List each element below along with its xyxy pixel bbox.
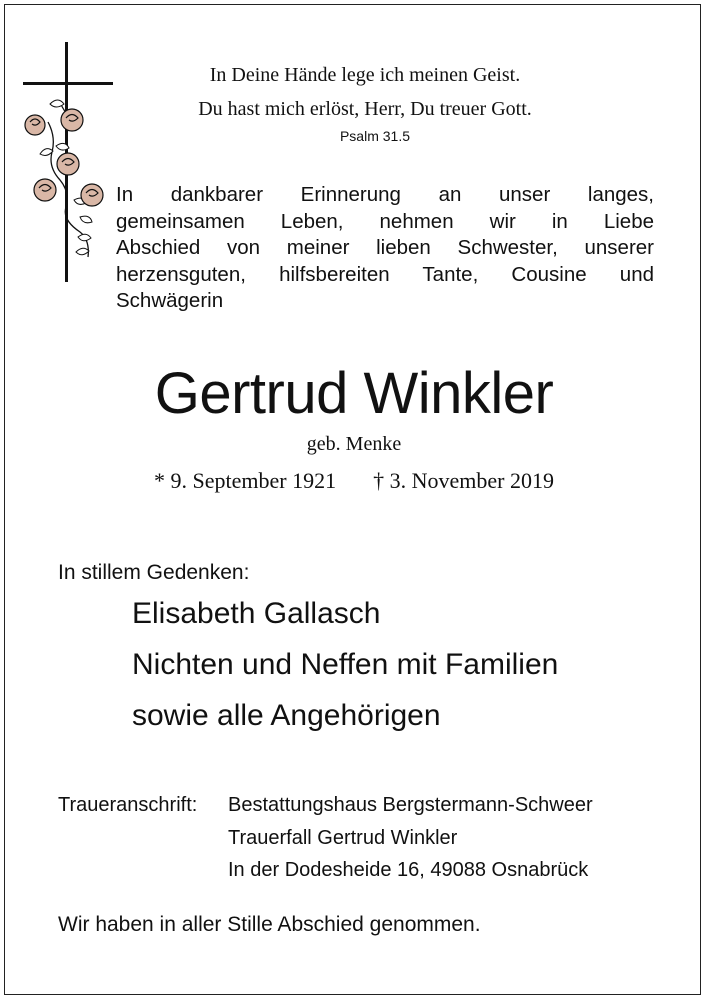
death-date: † 3. November 2019 <box>373 468 554 493</box>
verse-reference: Psalm 31.5 <box>339 128 411 144</box>
birth-date: * 9. September 1921 <box>154 468 337 493</box>
birth-name: geb. Menke <box>306 433 402 455</box>
intro-line: gemeinsamen Leben, nehmen wir in Liebe <box>116 209 654 233</box>
intro-line: Schwägerin <box>116 289 224 312</box>
verse-line-2: Du hast mich erlöst, Herr, Du treuer Gott. <box>198 98 532 120</box>
address-label: Traueranschrift: <box>58 794 198 816</box>
mourner-name: Elisabeth Gallasch <box>132 597 381 630</box>
address-line: Trauerfall Gertrud Winkler <box>228 827 458 849</box>
address-line: Bestattungshaus Bergstermann-Schweer <box>228 794 593 816</box>
intro-line: In dankbarer Erinnerung an unser langes, <box>116 183 654 206</box>
deceased-name: Gertrud Winkler <box>154 361 554 426</box>
intro-paragraph <box>116 182 654 315</box>
intro-line: herzensguten, hilfsbereiten Tante, Cousine und <box>116 262 654 286</box>
mourners-intro: In stillem Gedenken: <box>58 561 250 584</box>
intro-line: Abschied von meiner lieben Schwester, unserer <box>116 236 654 259</box>
mourner-name: Nichten und Neffen mit Familien <box>132 648 559 681</box>
verse-line-1: In Deine Hände lege ich meinen Geist. <box>209 64 521 86</box>
life-dates <box>0 468 708 494</box>
address-line: In der Dodesheide 16, 49088 Osnabrück <box>228 859 589 881</box>
mourner-name: sowie alle Angehörigen <box>132 699 441 732</box>
cross-with-roses-icon <box>20 42 120 287</box>
closing-statement: Wir haben in aller Stille Abschied genommen. <box>58 913 481 936</box>
